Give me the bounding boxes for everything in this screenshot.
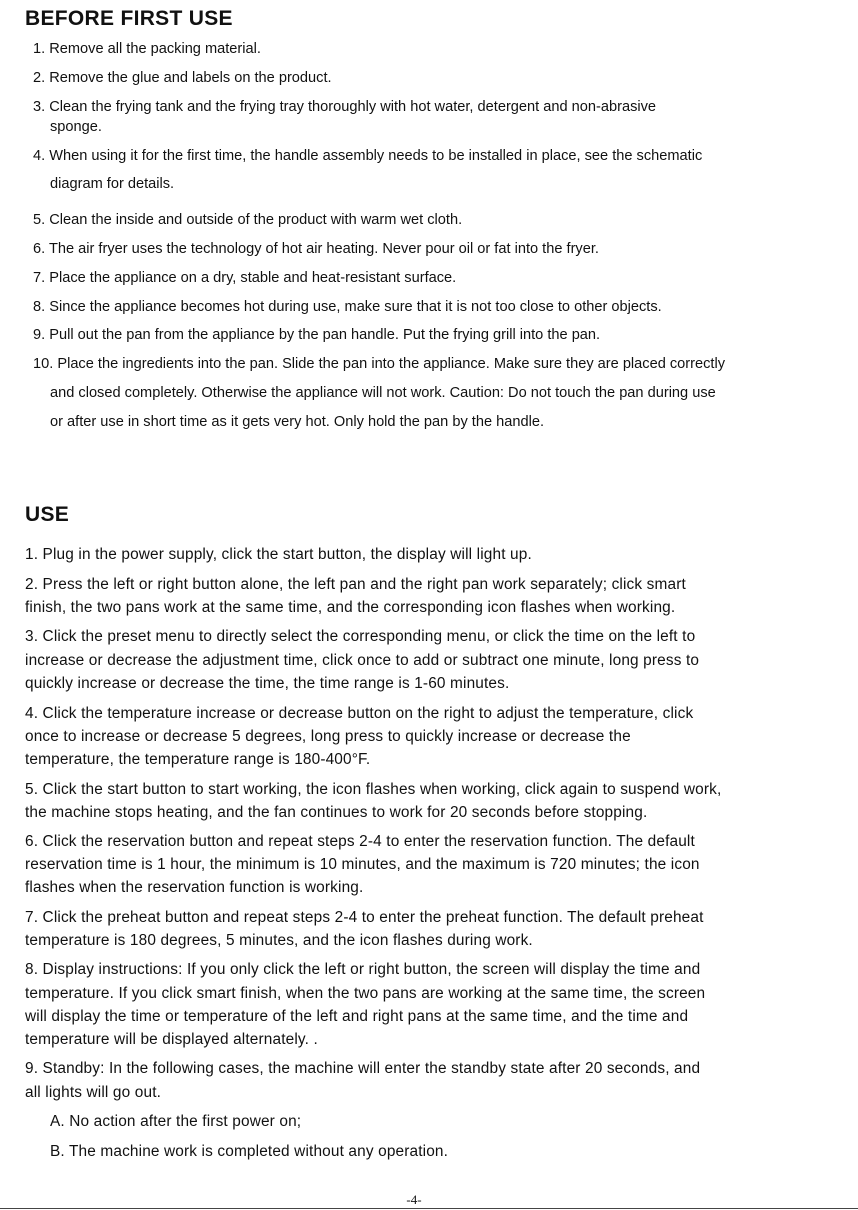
instruction-line: 2. Press the left or right button alone, the left pan and the right pan work separately; click smart	[25, 576, 686, 593]
page-number: -4-	[406, 1192, 422, 1207]
instruction-line: 8. Since the appliance becomes hot during use, make sure that it is not too close to other objects.	[33, 299, 662, 315]
instruction-line: temperature. If you click smart finish, when the two pans are working at the same time, the screen	[25, 985, 706, 1002]
instruction-line: all lights will go out.	[25, 1084, 162, 1101]
instruction-line: 5. Clean the inside and outside of the product with warm wet cloth.	[33, 212, 463, 228]
instruction-line: temperature is 180 degrees, 5 minutes, and the icon flashes during work.	[25, 932, 533, 949]
instruction-line: increase or decrease the adjustment time, click once to add or subtract one minute, long press to	[25, 652, 700, 669]
instruction-line: or after use in short time as it gets very hot. Only hold the pan by the handle.	[50, 414, 545, 430]
instruction-line: 3. Click the preset menu to directly select the corresponding menu, or click the time on the left to	[25, 628, 696, 645]
instruction-line: 7. Click the preheat button and repeat steps 2-4 to enter the preheat function. The default preheat	[25, 909, 704, 926]
instruction-line: diagram for details.	[50, 176, 175, 192]
instruction-line: 4. When using it for the first time, the handle assembly needs to be installed in place, see the schematic	[33, 148, 703, 164]
section-title-before-first-use: BEFORE FIRST USE	[25, 7, 233, 30]
section-title-use: USE	[25, 503, 70, 526]
instruction-line: finish, the two pans work at the same time, and the corresponding icon flashes when working.	[25, 599, 676, 616]
instruction-line: temperature will be displayed alternately. .	[25, 1031, 318, 1048]
instruction-line: temperature, the temperature range is 180-400°F.	[25, 751, 371, 768]
bottom-divider	[0, 1208, 858, 1209]
instruction-line: 10. Place the ingredients into the pan. Slide the pan into the appliance. Make sure they are placed correctly	[33, 356, 726, 372]
instruction-line: 6. Click the reservation button and repeat steps 2-4 to enter the reservation function. The default	[25, 833, 695, 850]
instruction-line: and closed completely. Otherwise the appliance will not work. Caution: Do not touch the pan during use	[50, 385, 716, 401]
instruction-line: 9. Standby: In the following cases, the machine will enter the standby state after 20 seconds, and	[25, 1060, 701, 1077]
instruction-line: A. No action after the first power on;	[50, 1113, 302, 1130]
instruction-line: 4. Click the temperature increase or decrease button on the right to adjust the temperature, click	[25, 705, 694, 722]
instruction-line: the machine stops heating, and the fan continues to work for 20 seconds before stopping.	[25, 804, 648, 821]
instruction-line: 5. Click the start button to start working, the icon flashes when working, click again to suspend work,	[25, 781, 722, 798]
instruction-line: 9. Pull out the pan from the appliance by the pan handle. Put the frying grill into the pan.	[33, 327, 601, 343]
instruction-line: sponge.	[50, 119, 102, 135]
instruction-line: 1. Plug in the power supply, click the start button, the display will light up.	[25, 546, 532, 563]
instruction-line: 7. Place the appliance on a dry, stable and heat-resistant surface.	[33, 270, 457, 286]
instruction-line: reservation time is 1 hour, the minimum is 10 minutes, and the maximum is 720 minutes; the icon	[25, 856, 700, 873]
instruction-line: 1. Remove all the packing material.	[33, 41, 261, 57]
instruction-line: 6. The air fryer uses the technology of hot air heating. Never pour oil or fat into the fryer.	[33, 241, 599, 257]
instruction-line: once to increase or decrease 5 degrees, long press to quickly increase or decrease the	[25, 728, 631, 745]
instruction-line: flashes when the reservation function is working.	[25, 879, 364, 896]
instruction-line: B. The machine work is completed without any operation.	[50, 1143, 449, 1160]
instruction-line: will display the time or temperature of the left and right pans at the same time, and the time and	[25, 1008, 689, 1025]
instruction-line: 2. Remove the glue and labels on the product.	[33, 70, 332, 86]
instruction-line: quickly increase or decrease the time, the time range is 1-60 minutes.	[25, 675, 510, 692]
instruction-line: 8. Display instructions: If you only click the left or right button, the screen will display the time and	[25, 961, 701, 978]
instruction-line: 3. Clean the frying tank and the frying tray thoroughly with hot water, detergent and non-abrasive	[33, 99, 657, 115]
